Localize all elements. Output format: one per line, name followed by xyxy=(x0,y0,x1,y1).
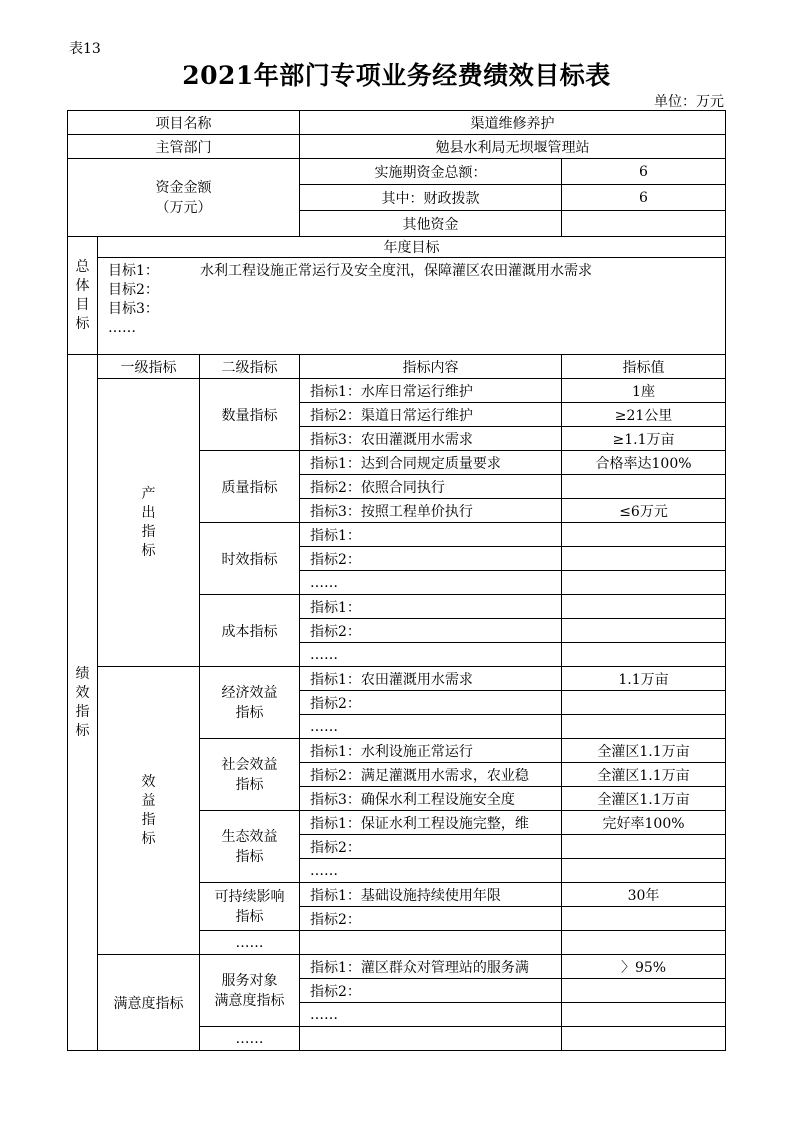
table-number: 表13 xyxy=(69,41,101,57)
indicator-value: 合格率达100% xyxy=(562,451,726,475)
other-funds-label: 其他资金 xyxy=(300,211,562,237)
indicator-content: 指标2： xyxy=(300,691,562,715)
indicator-value xyxy=(562,595,726,619)
indicator-content: 指标2： xyxy=(300,835,562,859)
indicator-value xyxy=(562,1027,726,1051)
indicator-value xyxy=(562,931,726,955)
indicator-value xyxy=(562,547,726,571)
goal-2: 目标2： xyxy=(108,282,159,298)
funds-label-line1: 资金金额 xyxy=(155,179,212,196)
col-header-level2: 二级指标 xyxy=(200,355,300,379)
indicator-value xyxy=(562,715,726,739)
indicator-content: …… xyxy=(300,1003,562,1027)
level2-ellipsis: …… xyxy=(200,1027,300,1051)
indicator-content: 指标3：农田灌溉用水需求 xyxy=(300,427,562,451)
goal-ellipsis: …… xyxy=(108,320,136,336)
indicator-content: 指标1：水利设施正常运行 xyxy=(300,739,562,763)
indicator-content: 指标1：保证水利工程设施完整，维 xyxy=(300,811,562,835)
indicator-value xyxy=(562,907,726,931)
economic-benefit-indicator: 经济效益 指标 xyxy=(200,667,300,739)
indicator-value: 1.1万亩 xyxy=(562,667,726,691)
indicator-content: 指标2： xyxy=(300,907,562,931)
indicator-content: …… xyxy=(300,643,562,667)
annual-goal-header: 年度目标 xyxy=(98,237,726,258)
project-name-label: 项目名称 xyxy=(68,111,300,135)
indicator-content: 指标1：达到合同规定质量要求 xyxy=(300,451,562,475)
indicator-content: 指标1：基础设施持续使用年限 xyxy=(300,883,562,907)
indicator-content: 指标2： xyxy=(300,979,562,1003)
performance-target-table xyxy=(67,110,726,1051)
indicator-value xyxy=(562,643,726,667)
indicator-value xyxy=(562,619,726,643)
indicator-content: …… xyxy=(300,715,562,739)
indicator-value xyxy=(562,691,726,715)
fiscal-funds-label: 其中：财政拨款 xyxy=(300,185,562,211)
annual-goal-content xyxy=(98,258,726,355)
indicator-value: 完好率100% xyxy=(562,811,726,835)
indicator-content: 指标3：按照工程单价执行 xyxy=(300,499,562,523)
cost-indicator: 成本指标 xyxy=(200,595,300,667)
total-funds-label: 实施期资金总额： xyxy=(300,159,562,185)
sustainable-impact-indicator: 可持续影响 指标 xyxy=(200,883,300,931)
perf-side-label: 绩 效 指 标 xyxy=(68,355,98,1051)
satisfaction-indicators-label: 满意度指标 xyxy=(98,955,200,1051)
indicator-value xyxy=(562,979,726,1003)
indicator-value: 全灌区1.1万亩 xyxy=(562,763,726,787)
fiscal-funds-value: 6 xyxy=(562,185,726,211)
department-value: 勉县水利局无坝堰管理站 xyxy=(300,135,726,159)
indicator-content: 指标1：灌区群众对管理站的服务满 xyxy=(300,955,562,979)
department-label: 主管部门 xyxy=(68,135,300,159)
timeliness-indicator: 时效指标 xyxy=(200,523,300,595)
col-header-content: 指标内容 xyxy=(300,355,562,379)
project-name-value: 渠道维修养护 xyxy=(300,111,726,135)
indicator-content: 指标1：水库日常运行维护 xyxy=(300,379,562,403)
indicator-value xyxy=(562,835,726,859)
indicator-content: 指标2：满足灌溉用水需求，农业稳 xyxy=(300,763,562,787)
indicator-value: ≥21公里 xyxy=(562,403,726,427)
indicator-value xyxy=(562,523,726,547)
indicator-content xyxy=(300,1027,562,1051)
indicator-value xyxy=(562,475,726,499)
quantity-indicator: 数量指标 xyxy=(200,379,300,451)
indicator-value: ≥1.1万亩 xyxy=(562,427,726,451)
indicator-content: 指标2： xyxy=(300,619,562,643)
goal-3: 目标3： xyxy=(108,301,159,317)
service-satisfaction-indicator: 服务对象 满意度指标 xyxy=(200,955,300,1027)
indicator-content: 指标1：农田灌溉用水需求 xyxy=(300,667,562,691)
indicator-value xyxy=(562,1003,726,1027)
output-indicators-label: 产 出 指 标 xyxy=(98,379,200,667)
indicator-content: 指标1： xyxy=(300,523,562,547)
indicator-value: 全灌区1.1万亩 xyxy=(562,787,726,811)
indicator-content: …… xyxy=(300,571,562,595)
level2-ellipsis: …… xyxy=(200,931,300,955)
indicator-value: ≤6万元 xyxy=(562,499,726,523)
indicator-content: 指标3：确保水利工程设施安全度 xyxy=(300,787,562,811)
overall-goal-side-label: 总 体 目 标 xyxy=(68,237,98,355)
indicator-content: …… xyxy=(300,859,562,883)
indicator-content: 指标2： xyxy=(300,547,562,571)
funds-label xyxy=(68,159,300,237)
funds-label-line2: （万元） xyxy=(155,199,212,216)
col-header-value: 指标值 xyxy=(562,355,726,379)
page-title: 2021年部门专项业务经费绩效目标表 xyxy=(182,61,611,90)
indicator-content: 指标2：渠道日常运行维护 xyxy=(300,403,562,427)
benefit-indicators-label: 效 益 指 标 xyxy=(98,667,200,955)
indicator-content: 指标2：依照合同执行 xyxy=(300,475,562,499)
indicator-value xyxy=(562,571,726,595)
indicator-value: 30年 xyxy=(562,883,726,907)
indicator-content: 指标1： xyxy=(300,595,562,619)
social-benefit-indicator: 社会效益 指标 xyxy=(200,739,300,811)
indicator-value: 全灌区1.1万亩 xyxy=(562,739,726,763)
col-header-level1: 一级指标 xyxy=(98,355,200,379)
indicator-value: 〉95% xyxy=(562,955,726,979)
goal-1: 目标1： 水利工程设施正常运行及安全度汛，保障灌区农田灌溉用水需求 xyxy=(108,263,592,279)
total-funds-value: 6 xyxy=(562,159,726,185)
indicator-value xyxy=(562,859,726,883)
quality-indicator: 质量指标 xyxy=(200,451,300,523)
unit-label: 单位：万元 xyxy=(654,94,724,110)
other-funds-value xyxy=(562,211,726,237)
ecological-benefit-indicator: 生态效益 指标 xyxy=(200,811,300,883)
indicator-content xyxy=(300,931,562,955)
indicator-value: 1座 xyxy=(562,379,726,403)
